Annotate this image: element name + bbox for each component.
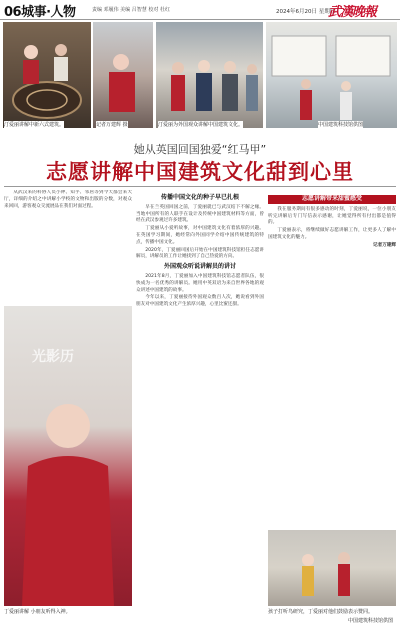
photo-caption: 汀爱丽讲解中新六式建筑。 xyxy=(4,122,65,128)
masthead xyxy=(0,0,400,20)
body-paragraph: 2020年，丁爱丽回国后开始在中国建筑科技馆担任志愿讲解员，讲解员的工作让她找到了自己热爱的方向。 xyxy=(136,247,264,260)
article-kicker: 她从英国回国独爱“红马甲” xyxy=(133,143,267,156)
article-headline: 志愿讲解中国建筑文化甜到心里 xyxy=(46,160,354,184)
body-paragraph: 2021年8月，丁爱丽加入中国建筑科技馆志愿者队伍，很快成为一名优秀的讲解员。她用中英双语为来自世界各地的观众讲述中国建筑的故事。 xyxy=(136,273,264,293)
divider xyxy=(4,186,396,187)
section-heading: 志愿讲解带来甜蜜感受 xyxy=(268,195,396,204)
photo-caption: 孩子打听鸟研究，丁爱丽对他们鼓励表示赞同。 xyxy=(268,609,374,615)
photo-exhibition-hall xyxy=(266,22,397,128)
octagonal-model-icon xyxy=(3,22,91,128)
photo-model-explanation xyxy=(3,22,91,128)
issue-date: 2024年6月20日 星期四 xyxy=(276,9,336,15)
editor-credits: 责编 邓履伟 美编 吕智慧 校对 杜红 xyxy=(92,7,170,13)
newspaper-logo: 武漢晚報 xyxy=(328,5,377,20)
body-paragraph: 早在兰英国回国之前，丁爱丽就已与武汉结下不解之缘。当地中国所有的人联手在设计及传统中国建筑材料等方面，曾经在武汉参观过许多建筑。 xyxy=(136,204,264,224)
photo-credit: 中国建筑科技馆供图 xyxy=(318,122,364,128)
photo-caption: 汀爱丽为外国观众讲解中国建筑文化。 xyxy=(158,122,244,128)
article-column-right xyxy=(268,192,396,528)
article-column-middle xyxy=(136,192,264,622)
photo-credit: 记者万建辉 摄 xyxy=(96,122,128,128)
body-paragraph: 丁爱丽从小爱听故事，对中国建筑文化有着浓厚的兴趣。在英国学习期间，她经常向外国同学介绍中国传统建筑的特点，传播中国文化。 xyxy=(136,226,264,245)
photo-caption: 丁爱丽讲解 小朋友听得入神。 xyxy=(4,609,71,615)
photo-speaker xyxy=(93,22,153,128)
photo-children xyxy=(268,530,396,606)
photo-volunteer-portrait: 光影历 xyxy=(4,306,132,606)
article-intro xyxy=(4,190,132,300)
byline: 记者万建辉 xyxy=(373,242,396,248)
section-title: 06城事·人物 xyxy=(4,5,76,20)
body-paragraph: 我在服务期间有很多感动的时刻，丁爱丽说，一位小朋友听完讲解后专门写信表示感谢，让她觉得所有付出都是值得的。 xyxy=(268,206,396,226)
body-paragraph: 今年以来，丁爱丽接待外国观众数百人次，她说看到外国朋友对中国建筑文化产生浓厚兴趣，心里比蜜还甜。 xyxy=(136,295,264,308)
photo-foreign-visitors xyxy=(156,22,263,128)
photo-credit: 中国建筑科技馆供图 xyxy=(348,618,394,624)
section-heading: 外国观众听说讲解员的讲讨 xyxy=(163,263,236,271)
body-paragraph: 丁爱丽表示，将继续做好志愿讲解工作，让更多人了解中国建筑文化的魅力。 xyxy=(268,228,396,240)
intro-paragraph: 从武汉来的科协人员小钟、知乎、邻居等到今天都会来大厅，详细的介绍之中讲解小学校的文物和出版的分数，对观众来回回，游客观众交流展品在我们对面过程。 xyxy=(4,190,132,209)
section-heading: 传播中国文化的种子早已扎根 xyxy=(160,194,239,201)
